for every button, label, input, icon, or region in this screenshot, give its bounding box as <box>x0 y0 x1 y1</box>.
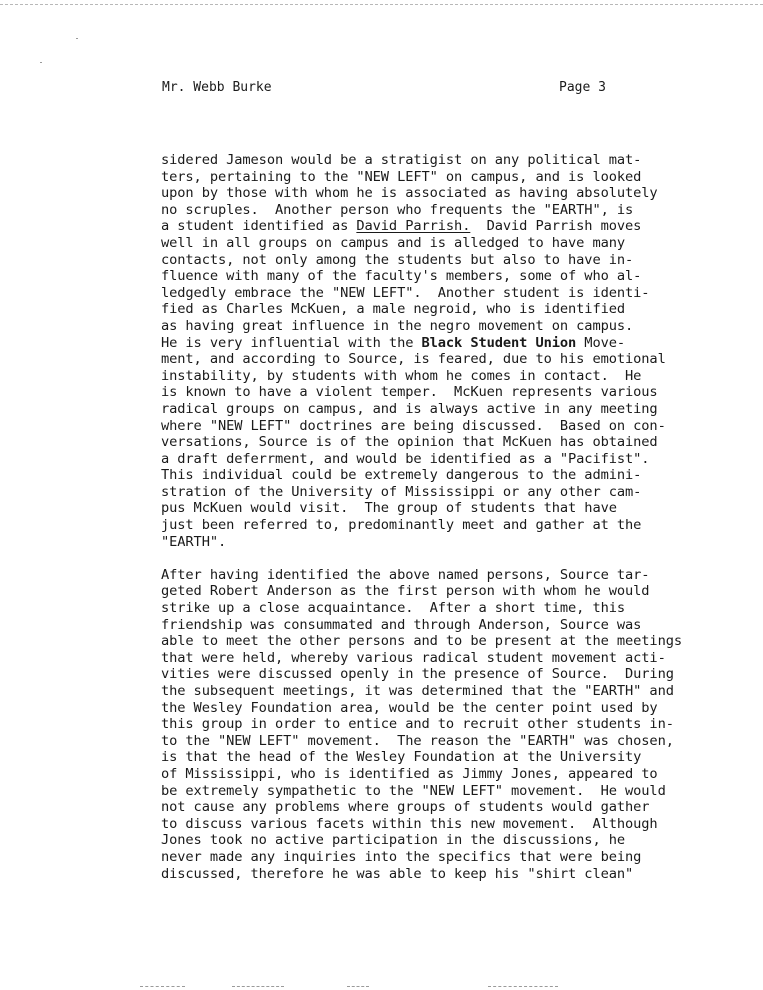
text-segment: a draft deferrment, and would be identified as a "Pacifist". <box>161 450 650 467</box>
text-segment: this group in order to entice and to recruit other students in- <box>161 716 674 733</box>
text-segment: contacts, not only among the students but also to have in- <box>161 251 634 268</box>
emphasized-organization: Black Student Union <box>421 334 577 351</box>
text-line <box>161 434 751 451</box>
text-line <box>161 467 751 484</box>
text-line <box>161 301 751 318</box>
text-line <box>161 152 751 169</box>
text-line <box>161 384 751 401</box>
text-line <box>161 268 751 285</box>
text-line <box>161 733 751 750</box>
text-segment: David Parrish moves <box>470 218 642 235</box>
text-line <box>161 285 751 302</box>
text-segment: ledgedly embrace the "NEW LEFT". Another student is identi- <box>161 284 650 301</box>
text-segment: geted Robert Anderson as the first person with whom he would <box>161 583 650 600</box>
text-line <box>161 617 751 634</box>
scan-speck <box>76 38 78 39</box>
text-line <box>161 169 751 186</box>
letter-header <box>162 78 610 98</box>
text-segment: be extremely sympathetic to the "NEW LEFT" movement. He would <box>161 782 666 799</box>
text-segment: as having great influence in the negro movement on campus. <box>161 317 634 334</box>
text-segment: Move- <box>576 334 626 351</box>
text-segment: Jones took no active participation in the discussions, he <box>161 832 626 849</box>
text-segment: This individual could be extremely dangerous to the admini- <box>161 467 642 484</box>
text-line <box>161 783 751 800</box>
paragraph <box>161 567 751 882</box>
text-segment: to discuss various facets within this new movement. Although <box>161 815 658 832</box>
recipient-name: Mr. Webb Burke <box>162 80 272 95</box>
text-segment: pus McKuen would visit. The group of students that have <box>161 500 617 517</box>
text-line <box>161 749 751 766</box>
text-segment: upon by those with whom he is associated as having absolutely <box>161 185 658 202</box>
scan-speck <box>40 62 42 63</box>
text-segment: well in all groups on campus and is alledged to have many <box>161 234 626 251</box>
text-segment: the Wesley Foundation area, would be the center point used by <box>161 699 658 716</box>
text-line <box>161 218 751 235</box>
text-segment: to the "NEW LEFT" movement. The reason the "EARTH" was chosen, <box>161 732 674 749</box>
text-line <box>161 650 751 667</box>
text-segment: versations, Source is of the opinion that McKuen has obtained <box>161 434 658 451</box>
text-line <box>161 832 751 849</box>
bottom-scan-marks <box>0 986 763 990</box>
text-line <box>161 202 751 219</box>
text-segment: sidered Jameson would be a stratigist on any political mat- <box>161 152 642 168</box>
text-line <box>161 766 751 783</box>
text-line <box>161 683 751 700</box>
text-line <box>161 484 751 501</box>
text-segment: instability, by students with whom he comes in contact. He <box>161 367 642 384</box>
text-segment: friendship was consummated and through Anderson, Source was <box>161 616 642 633</box>
text-line <box>161 517 751 534</box>
text-segment: the subsequent meetings, it was determined that the "EARTH" and <box>161 683 674 699</box>
text-line <box>161 866 751 883</box>
text-line <box>161 700 751 717</box>
text-line <box>161 235 751 252</box>
text-line <box>161 351 751 368</box>
text-line <box>161 633 751 650</box>
text-line <box>161 451 751 468</box>
text-line <box>161 816 751 833</box>
text-line <box>161 500 751 517</box>
text-segment: is known to have a violent temper. McKuen represents various <box>161 384 658 401</box>
text-segment: just been referred to, predominantly meet and gather at the <box>161 517 642 534</box>
text-line <box>161 600 751 617</box>
text-segment: not cause any problems where groups of students would gather <box>161 799 650 816</box>
text-segment: fluence with many of the faculty's members, some of who al- <box>161 268 642 285</box>
top-border-dashes <box>0 4 763 5</box>
text-segment: discussed, therefore he was able to keep his "shirt clean" <box>161 865 634 882</box>
text-line <box>161 368 751 385</box>
text-line <box>161 401 751 418</box>
text-line <box>161 335 751 352</box>
text-line <box>161 567 751 584</box>
text-segment: stration of the University of Mississippi or any other cam- <box>161 483 642 500</box>
text-segment: able to meet the other persons and to be present at the meetings <box>161 633 682 650</box>
text-line <box>161 534 751 551</box>
text-segment: ters, pertaining to the "NEW LEFT" on campus, and is looked <box>161 168 642 185</box>
text-line <box>161 799 751 816</box>
text-segment: vities were discussed openly in the presence of Source. During <box>161 666 674 683</box>
text-segment: that were held, whereby various radical student movement acti- <box>161 649 666 666</box>
text-segment: ment, and according to Source, is feared, due to his emotional <box>161 351 666 368</box>
text-segment: is that the head of the Wesley Foundation at the University <box>161 749 642 766</box>
text-line <box>161 666 751 683</box>
text-segment: radical groups on campus, and is always active in any meeting <box>161 400 658 417</box>
text-segment: a student identified as <box>161 218 357 235</box>
text-segment: fied as Charles McKuen, a male negroid, who is identified <box>161 301 626 318</box>
text-segment: After having identified the above named persons, Source tar- <box>161 566 650 583</box>
text-line <box>161 318 751 335</box>
text-line <box>161 418 751 435</box>
text-line <box>161 583 751 600</box>
text-segment: of Mississippi, who is identified as Jimmy Jones, appeared to <box>161 765 658 782</box>
underlined-name: David Parrish. <box>356 218 471 235</box>
page-number: Page 3 <box>559 80 606 95</box>
text-segment: never made any inquiries into the specifics that were being <box>161 848 642 865</box>
text-line <box>161 716 751 733</box>
paragraph <box>161 152 751 550</box>
text-segment: He is very influential with the <box>161 334 422 351</box>
text-line <box>161 252 751 269</box>
text-line <box>161 185 751 202</box>
letter-body <box>161 152 751 882</box>
text-line <box>161 849 751 866</box>
text-segment: where "NEW LEFT" doctrines are being discussed. Based on con- <box>161 417 666 434</box>
text-segment: no scruples. Another person who frequents the "EARTH", is <box>161 201 634 218</box>
text-segment: "EARTH". <box>161 533 227 550</box>
text-segment: strike up a close acquaintance. After a short time, this <box>161 600 626 617</box>
